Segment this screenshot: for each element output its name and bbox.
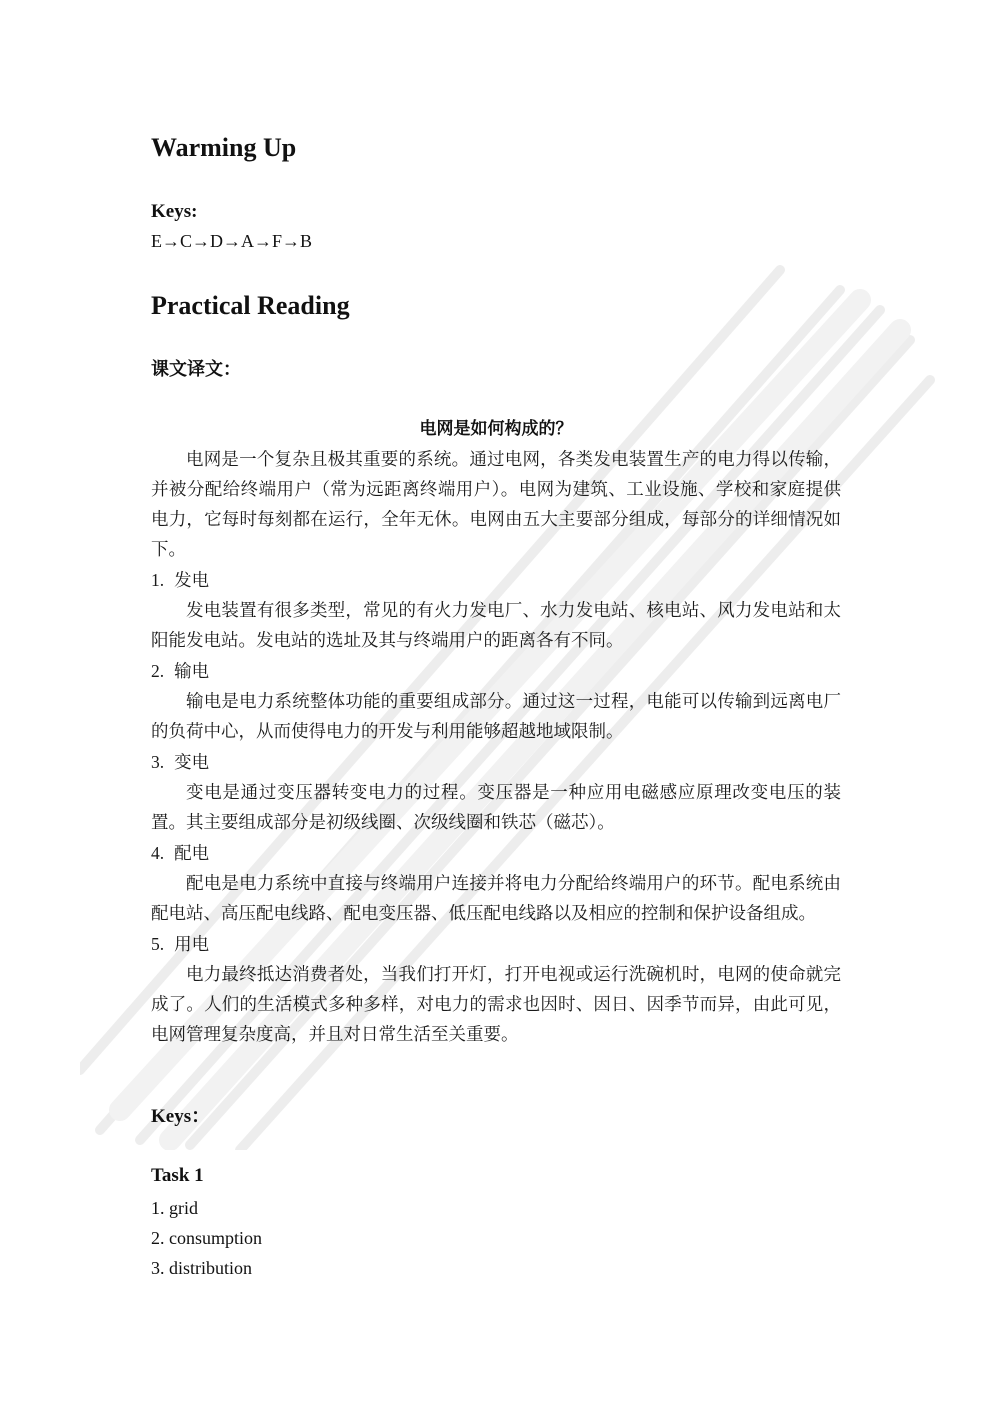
section-heading: 5. 用电: [151, 934, 210, 955]
task1-title: Task 1: [151, 1165, 204, 1186]
article-title: 电网是如何构成的？: [419, 419, 573, 439]
keys-answer: E→C→D→A→F→B: [151, 231, 313, 251]
section-heading: 2. 输电: [151, 661, 210, 682]
answer-item: 3. distribution: [151, 1258, 253, 1278]
section-title-practical-reading: Practical Reading: [151, 291, 350, 320]
article-body: [151, 445, 841, 1050]
section-heading: 4. 配电: [151, 843, 210, 864]
answer-item: 1. grid: [151, 1198, 198, 1218]
keys-label-reading: Keys：: [151, 1106, 211, 1127]
translation-label: 课文译文：: [151, 359, 241, 380]
section-heading: 3. 变电: [151, 752, 210, 773]
section-text: 输电是电力系统整体功能的重要组成部分。通过这一过程，电能可以传输到远离电厂的负荷中心，从而使得电力的开发与利用能够超越地域限制。: [151, 692, 841, 742]
task1-answer-list: [151, 1193, 262, 1283]
answer-item: 2. consumption: [151, 1228, 262, 1248]
section-text: 变电是通过变压器转变电力的过程。变压器是一种应用电磁感应原理改变电压的装置。其主要组成部分是初级线圈、次级线圈和铁芯（磁芯）。: [151, 783, 841, 833]
section-text: 电力最终抵达消费者处，当我们打开灯，打开电视或运行洗碗机时，电网的使命就完成了。人们的生活模式多种多样，对电力的需求也因时、因日、因季节而异，由此可见，电网管理复杂度高，并且对日常生活至关重要。: [151, 965, 841, 1045]
section-text: 配电是电力系统中直接与终端用户连接并将电力分配给终端用户的环节。配电系统由配电站、高压配电线路、配电变压器、低压配电线路以及相应的控制和保护设备组成。: [151, 874, 841, 924]
section-heading: 1. 发电: [151, 570, 210, 591]
article-intro: 电网是一个复杂且极其重要的系统。通过电网，各类发电装置生产的电力得以传输，并被分配给终端用户（常为远距离终端用户）。电网为建筑、工业设施、学校和家庭提供电力，它每时每刻都在运行，全年无休。电网由五大主要部分组成，每部分的详细情况如下。: [151, 450, 841, 560]
section-text: 发电装置有很多类型，常见的有火力发电厂、水力发电站、核电站、风力发电站和太阳能发电站。发电站的选址及其与终端用户的距离各有不同。: [151, 601, 841, 651]
section-title-warming-up: Warming Up: [151, 133, 297, 162]
keys-label: Keys:: [151, 201, 198, 222]
